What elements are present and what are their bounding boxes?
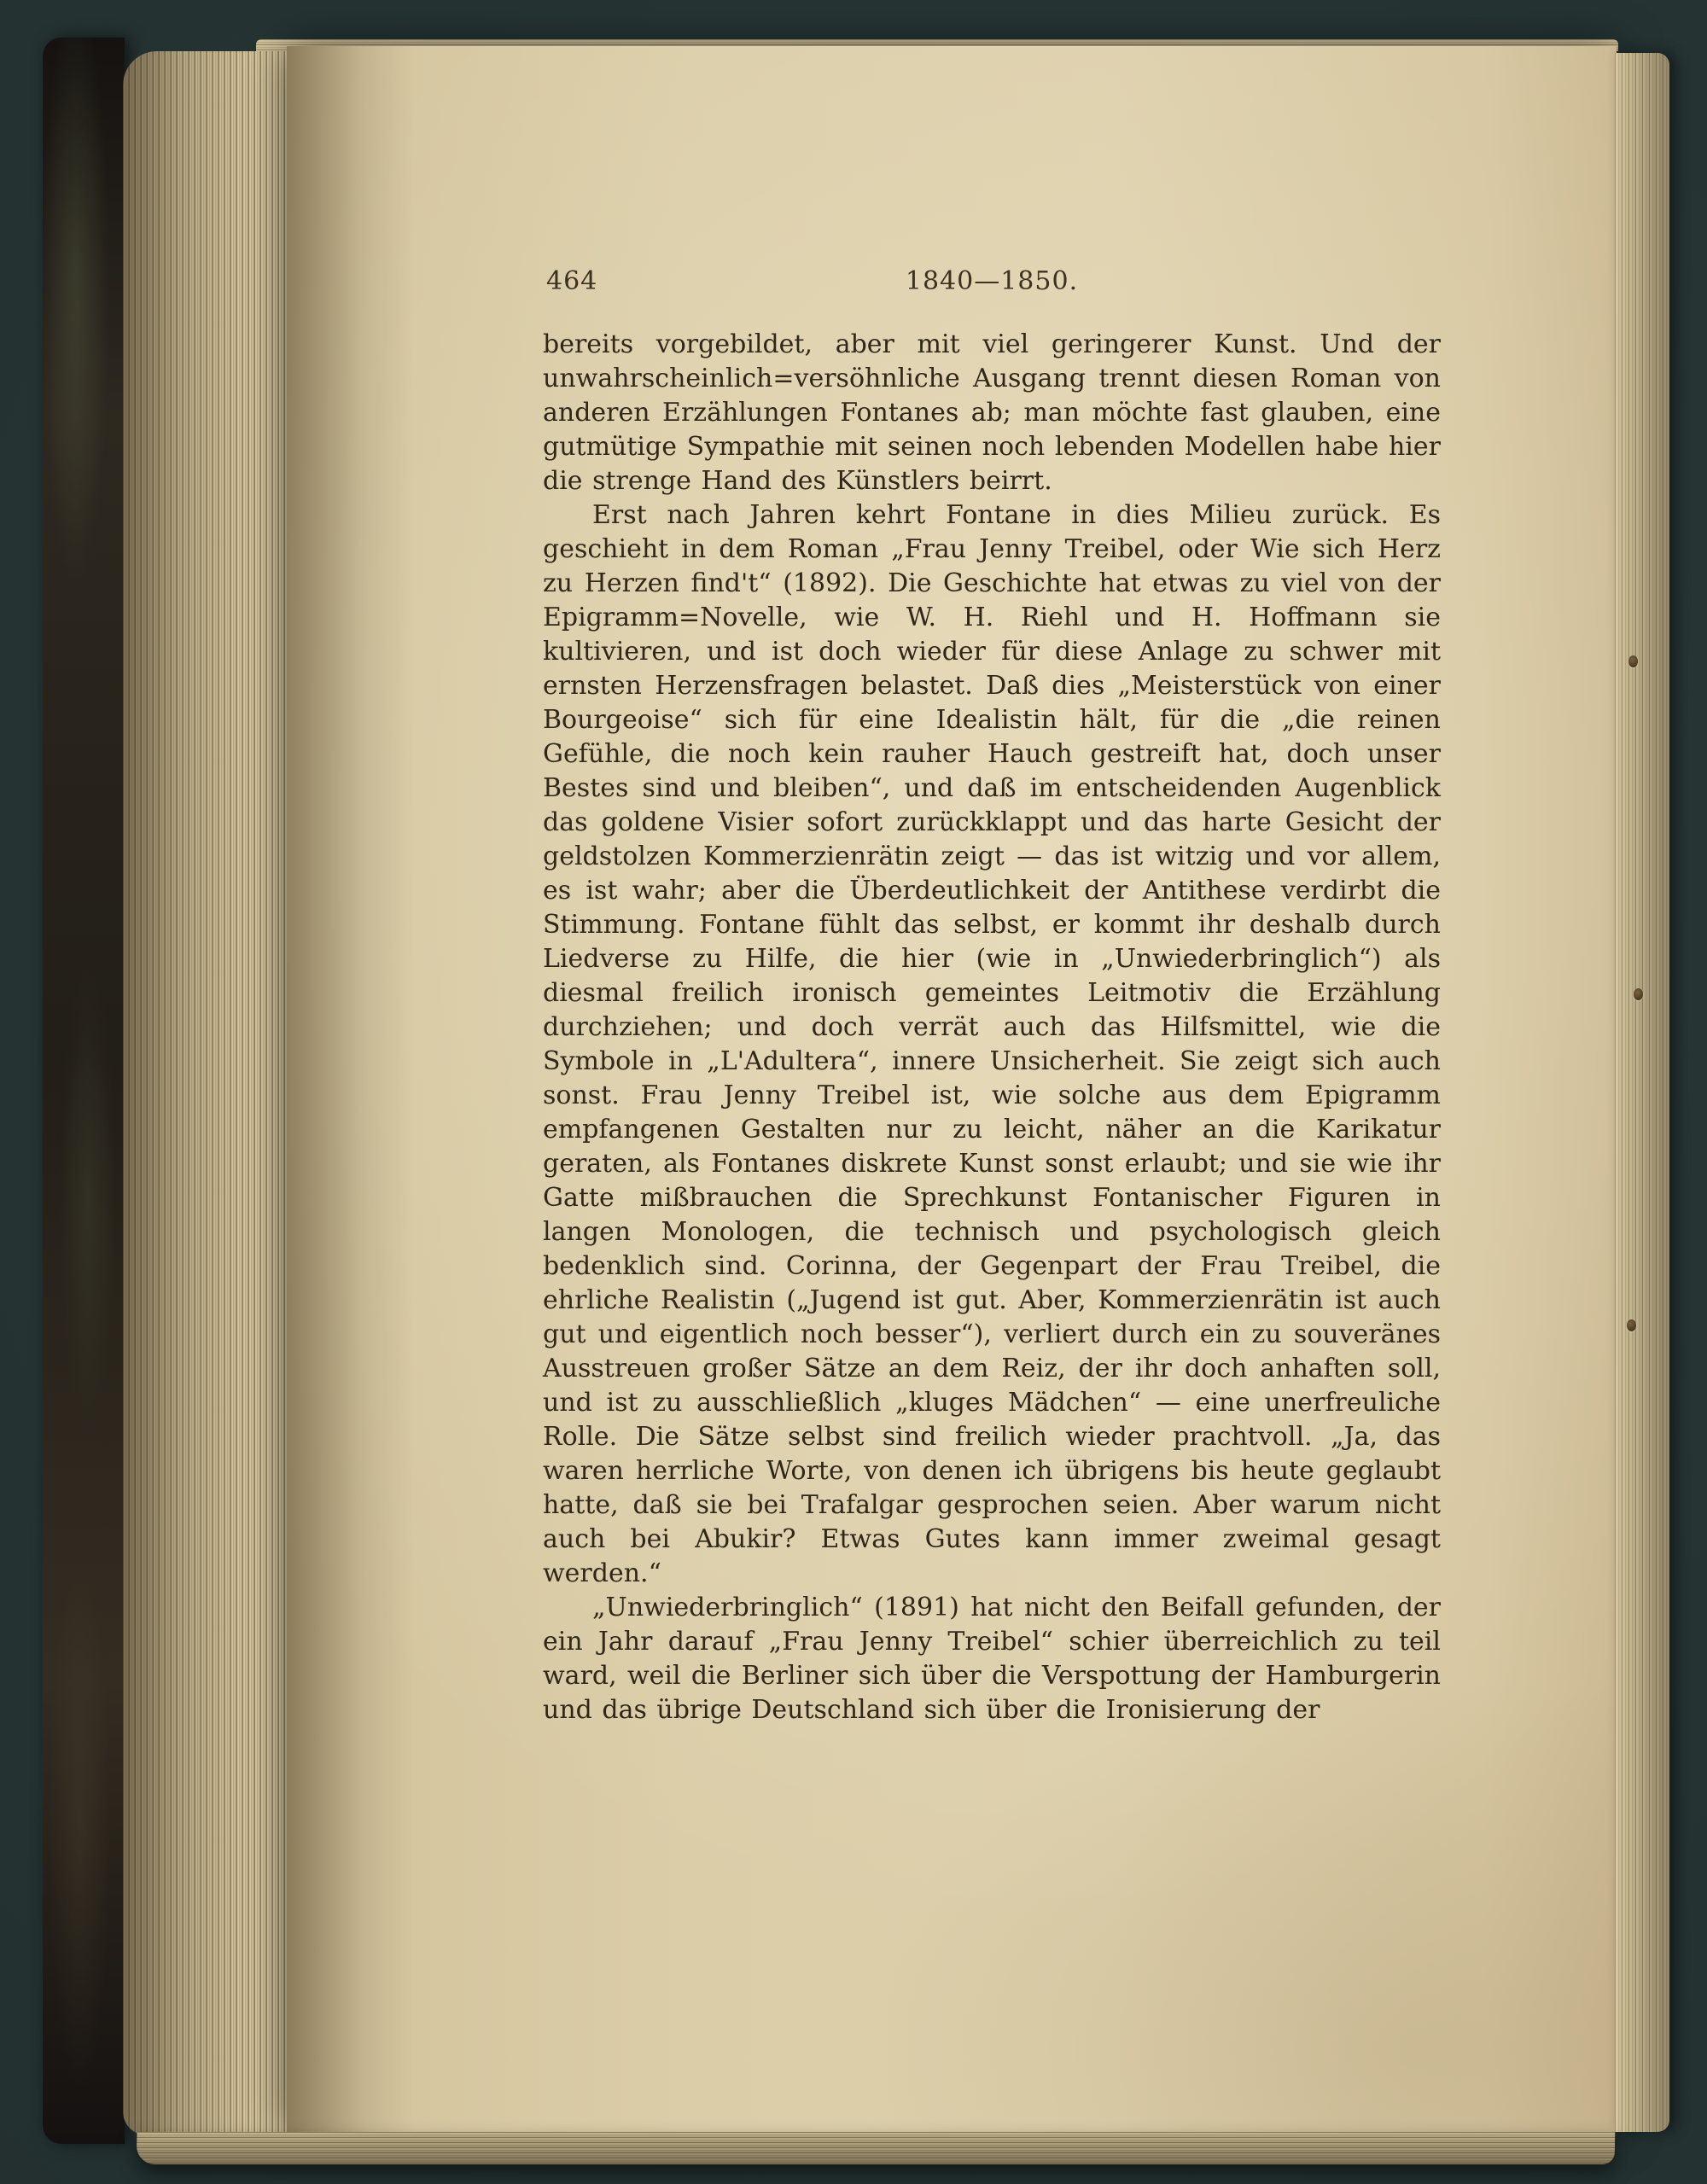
page-number: 464 <box>546 266 598 296</box>
book-page <box>287 46 1617 2132</box>
body-text <box>543 328 1441 1727</box>
page-header <box>543 266 1441 302</box>
book-spine <box>43 38 125 2144</box>
paragraph: Erst nach Jahren kehrt Fontane in dies Milieu zurück. Es geschieht in dem Roman „Frau Jenny Treibel, oder Wie sich Herz zu Herzen find't“ (1892). Die Geschichte hat etwas zu viel von der Epigramm=Novelle, wie W. H. Riehl und H. Hoffmann sie kultivieren, und ist doch wieder für diese Anlage zu schwer mit ernsten Herzensfragen belastet. Daß dies „Meisterstück von einer Bourgeoise“ sich für eine Idealistin hält, für die „die reinen Gefühle, die noch kein rauher Hauch gestreift hat, doch unser Bestes sind und bleiben“, und daß im entscheidenden Augenblick das goldene Visier sofort zurückklappt und das harte Gesicht der geldstolzen Kommerzienrätin zeigt — das ist witzig und vor allem, es ist wahr; aber die Überdeutlichkeit der Antithese verdirbt die Stimmung. Fontane fühlt das selbst, er kommt ihr deshalb durch Liedverse zu Hilfe, die hier (wie in „Unwiederbringlich“) als diesmal freilich ironisch gemeintes Leitmotiv die Erzählung durchziehen; und doch verrät auch das Hilfsmittel, wie die Symbole in „L'Adultera“, innere Unsicherheit. Sie zeigt sich auch sonst. Frau Jenny Treibel ist, wie solche aus dem Epigramm empfangenen Gestalten nur zu leicht, näher an die Karikatur geraten, als Fontanes diskrete Kunst sonst erlaubt; und sie wie ihr Gatte mißbrauchen die Sprechkunst Fontanischer Figuren in langen Monologen, die technisch und psychologisch gleich bedenklich sind. Corinna, der Gegenpart der Frau Treibel, die ehrliche Realistin („Jugend ist gut. Aber, Kommerzienrätin ist auch gut und eigentlich noch besser“), verliert durch ein zu souveränes Ausstreuen großer Sätze an dem Reiz, der ihr doch anhaften soll, und ist zu ausschließlich „kluges Mädchen“ — eine unerfreuliche Rolle. Die Sätze selbst sind freilich wieder prachtvoll. „Ja, das waren herrliche Worte, von denen ich übrigens bis heute geglaubt hatte, daß sie bei Trafalgar gesprochen seien. Aber warum nicht auch bei Abukir? Etwas Gutes kann immer zweimal gesagt werden.“ <box>543 500 1441 1588</box>
binding-hole-speck <box>1627 1319 1636 1331</box>
paragraph: „Unwiederbringlich“ (1891) hat nicht den Beifall gefunden, der ein Jahr darauf „Frau Jenny Treibel“ schier überreichlich zu teil ward, weil die Berliner sich über die Verspottung der Hamburgerin und das übrige Deutschland sich über die Ironisierung der <box>543 1593 1441 1725</box>
page-stack-right-edge <box>1615 53 1669 2132</box>
binding-hole-speck <box>1634 988 1643 1000</box>
paragraph: bereits vorgebildet, aber mit viel geringerer Kunst. Und der unwahrscheinlich=versöhnliche Ausgang trennt diesen Roman von anderen Erzählungen Fontanes ab; man möchte fast glauben, eine gutmütige Sympathie mit seinen noch lebenden Modellen habe hier die strenge Hand des Künstlers beirrt. <box>543 329 1441 496</box>
binding-hole-speck <box>1628 655 1638 667</box>
gutter-shadow <box>287 46 415 2132</box>
running-head-years: 1840—1850. <box>905 266 1079 296</box>
page-stack-left-edge <box>123 51 290 2135</box>
page-stack-bottom-edge <box>137 2132 1616 2164</box>
